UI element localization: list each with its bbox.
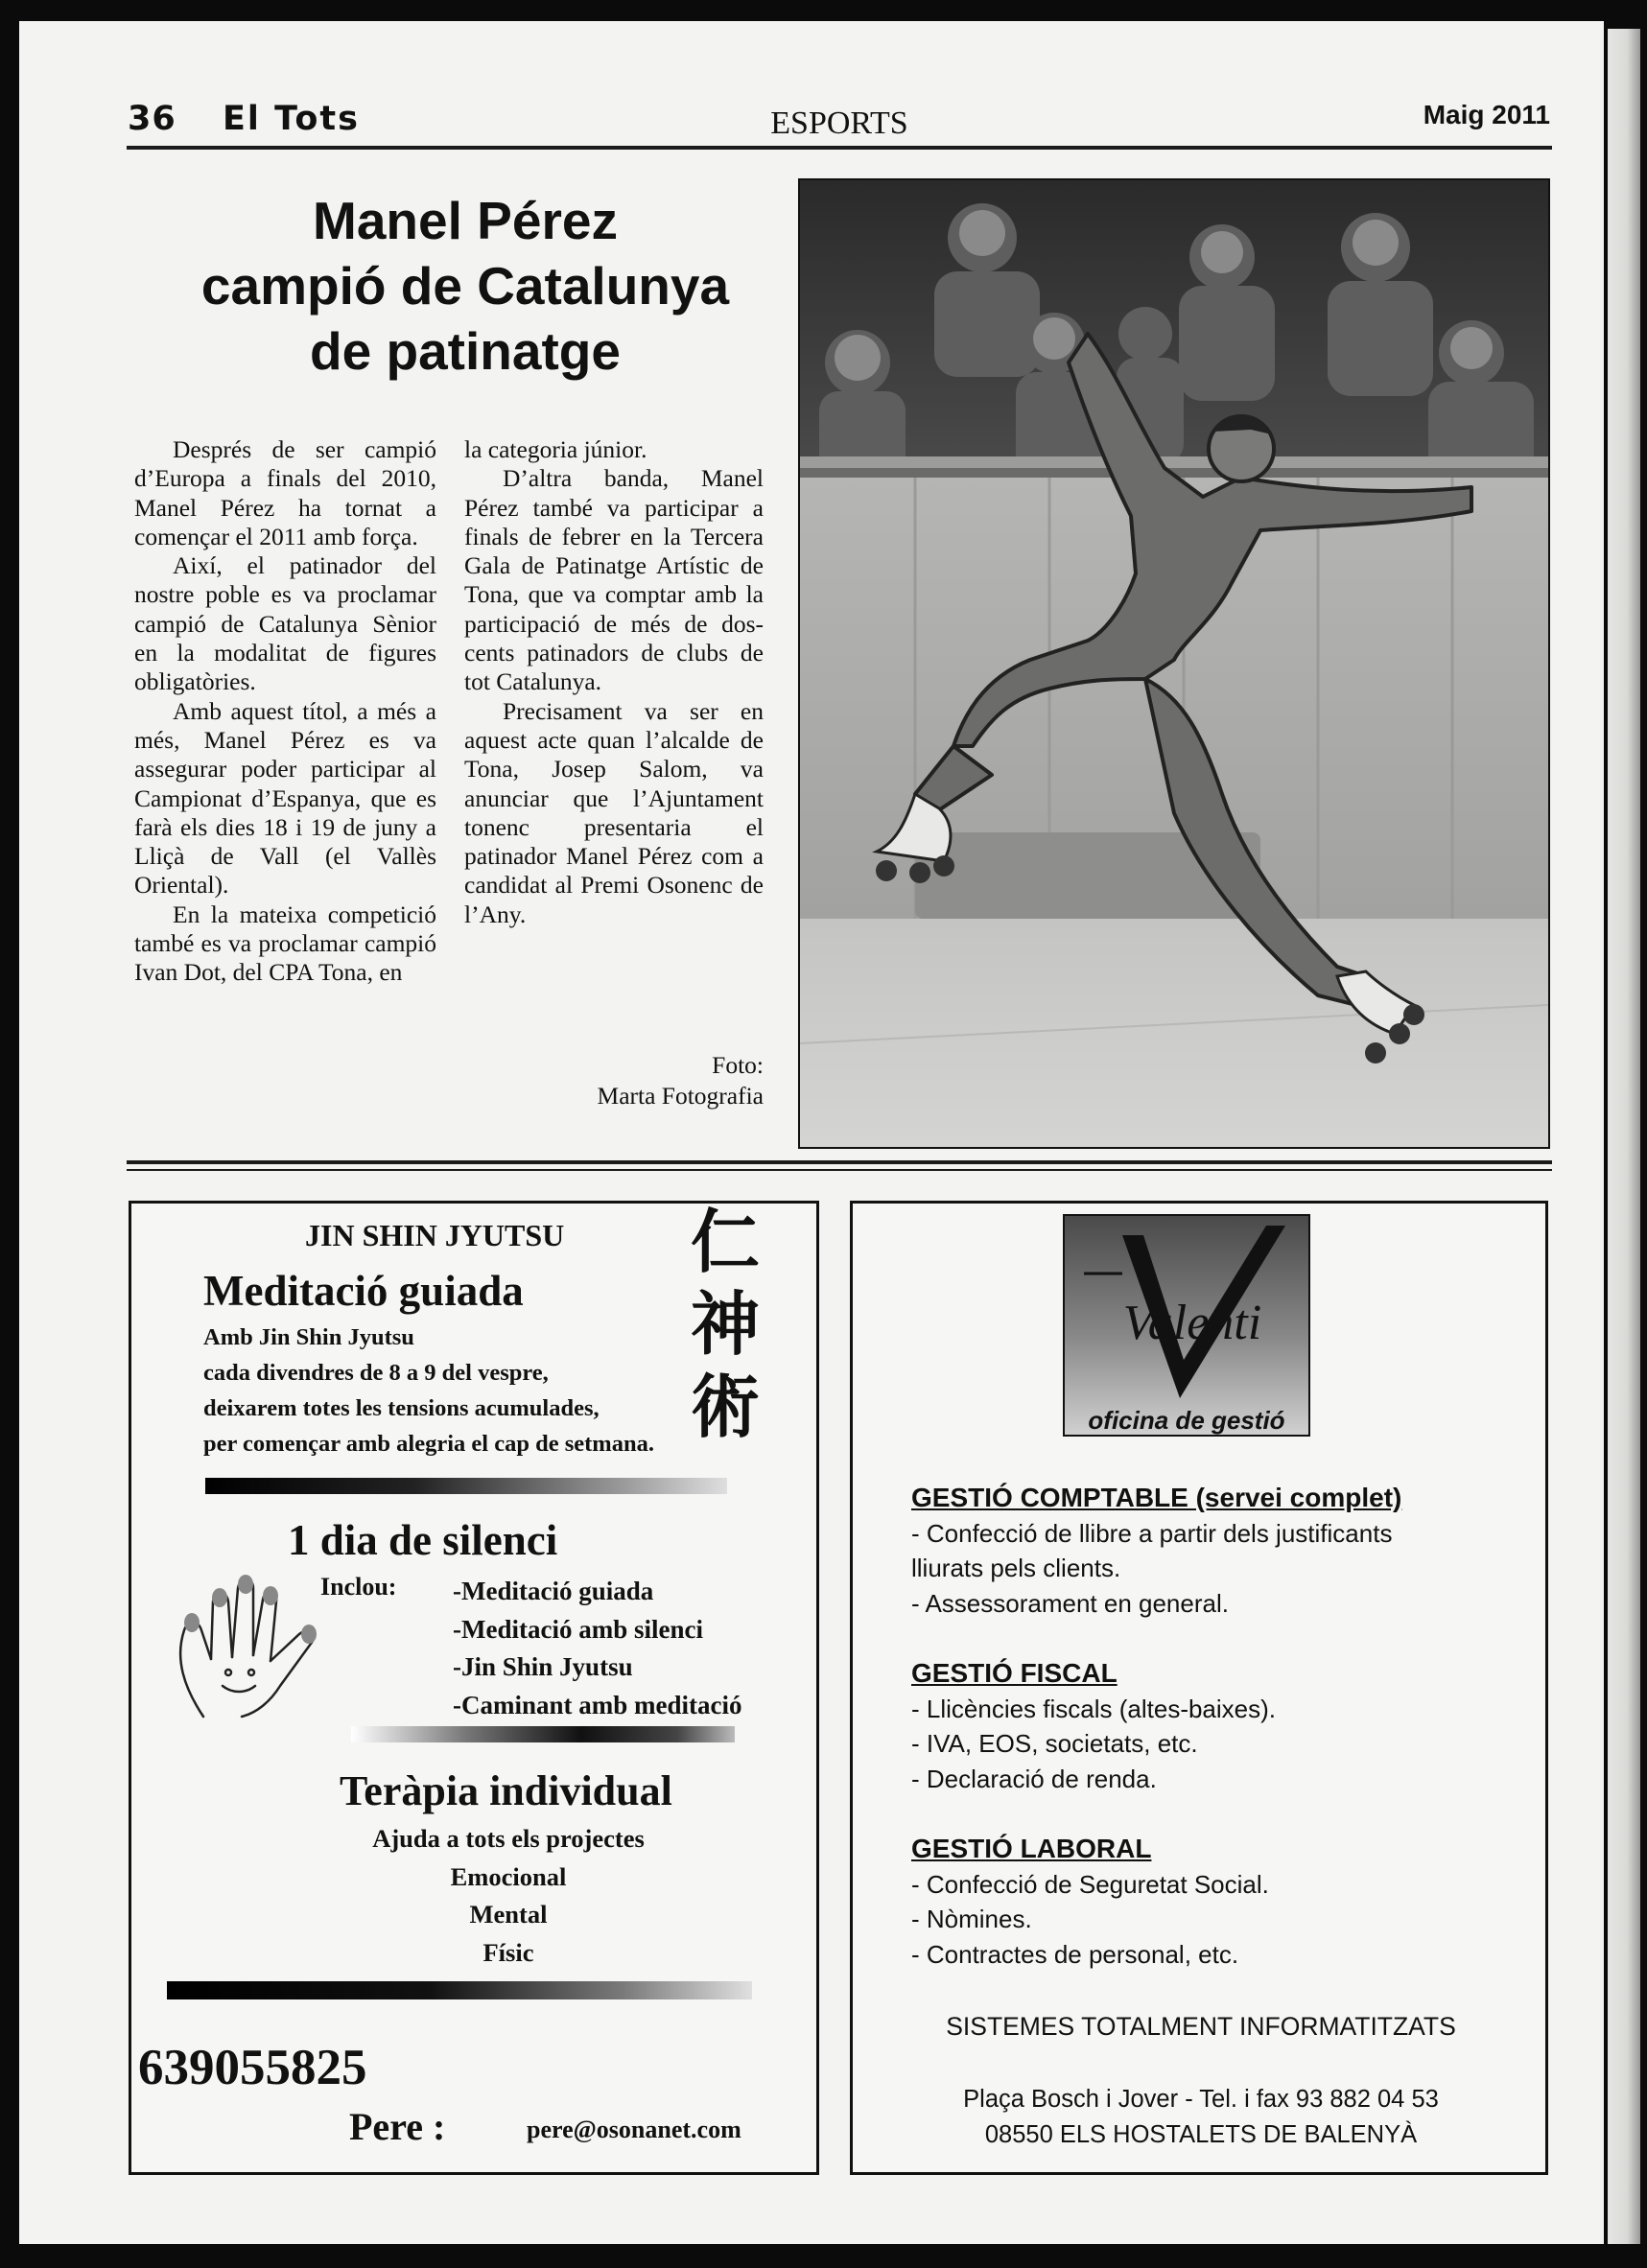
service-heading: GESTIÓ COMPTABLE (servei complet)	[911, 1483, 1402, 1512]
service-item: - Declaració de renda.	[911, 1764, 1157, 1793]
hand-illustration-icon	[165, 1573, 347, 1726]
phone-number: 639055825	[138, 2040, 367, 2095]
logo-subtitle: oficina de gestió	[1088, 1406, 1285, 1435]
service-heading: GESTIÓ FISCAL	[911, 1658, 1118, 1688]
meditation-line: per començar amb alegria el cap de setmana.	[203, 1431, 654, 1457]
skater-photo	[798, 178, 1550, 1149]
section-divider	[127, 1169, 1552, 1171]
therapy-line: Físic	[482, 1937, 534, 1967]
skater-photo-image	[800, 180, 1548, 1147]
logo-name: Valenti	[1122, 1296, 1262, 1350]
meditation-title: Meditació guiada	[203, 1267, 524, 1315]
photo-credit	[464, 1050, 764, 1111]
service-item: - Assessorament en general.	[911, 1588, 1229, 1618]
service-labor	[911, 1832, 1269, 1972]
contact-name: Pere :	[349, 2105, 446, 2148]
therapy-description	[288, 1820, 729, 1972]
article-paragraph: En la mateixa competició també es va proclamar campió Ivan Dot, del CPA Tona, en	[134, 900, 436, 987]
service-item: - Nòmines.	[911, 1905, 1032, 1933]
article-title-line: campió de Catalunya	[200, 256, 730, 316]
photo-credit-label: Foto:	[712, 1051, 764, 1079]
service-accounting	[911, 1481, 1401, 1621]
service-item: - Confecció de Seguretat Social.	[911, 1869, 1269, 1899]
article-paragraph: Precisament va ser en aquest acte quan l’alcalde de Tona, Josep Salom, va anunciar que l’Ajuntament tonenc presentaria el patinador Manel Pérez com a candidat al Premi Osonenc de l’Any.	[464, 696, 764, 928]
kanji-logo	[677, 1201, 773, 1448]
page-edge	[1608, 29, 1640, 2244]
gradient-bar	[351, 1726, 735, 1742]
kanji-char: 術	[690, 1367, 760, 1447]
service-item: - Llicències fiscals (altes-baixes).	[911, 1694, 1277, 1723]
therapy-title: Teràpia individual	[340, 1767, 672, 1814]
ad-title: JIN SHIN JYUTSU	[305, 1218, 565, 1252]
includes-item: -Meditació guiada	[453, 1577, 654, 1605]
gradient-bar	[205, 1478, 727, 1494]
meditation-line: cada divendres de 8 a 9 del vespre,	[203, 1360, 549, 1386]
gradient-bar	[167, 1981, 752, 1999]
therapy-line: Mental	[469, 1900, 548, 1929]
address-line: 08550 ELS HOSTALETS DE BALENYÀ	[984, 2121, 1418, 2148]
header-rule	[127, 146, 1552, 150]
issue-date: Maig 2011	[1423, 100, 1550, 129]
article-title-line: Manel Pérez	[313, 191, 618, 250]
service-fiscal	[911, 1656, 1276, 1796]
service-item: - Contractes de personal, etc.	[911, 1939, 1239, 1969]
service-item: lliurats pels clients.	[911, 1554, 1121, 1582]
includes-item: -Jin Shin Jyutsu	[453, 1652, 633, 1681]
article-paragraph: Així, el patinador del nostre poble es va proclamar campió de Catalunya Sènior en la modalitat de figures obligatòries.	[134, 551, 436, 696]
article-title-line: de patinatge	[310, 321, 621, 381]
article-paragraph: Després de ser campió d’Europa a finals del 2010, Manel Pérez ha tornat a començar el 2011 amb força.	[134, 435, 436, 550]
service-item: - IVA, EOS, societats, etc.	[911, 1729, 1198, 1758]
kanji-char: 仁	[690, 1202, 760, 1282]
address-line: Plaça Bosch i Jover - Tel. i fax 93 882 04 53	[963, 2086, 1439, 2113]
includes-item: -Caminant amb meditació	[453, 1690, 742, 1719]
article-column-2	[464, 435, 764, 929]
page-number: 36	[128, 100, 176, 138]
includes-label: Inclou:	[320, 1573, 397, 1601]
service-heading: GESTIÓ LABORAL	[911, 1834, 1152, 1863]
meditation-description	[203, 1320, 654, 1461]
article-paragraph: D’altra banda, Manel Pérez també va participar a finals de febrer en la Tercera Gala de Patinatge Artístic de Tona, que va comptar amb la participació de més de dos-cents patinadors de clubs de tot Catalunya.	[464, 464, 764, 696]
section-divider	[127, 1160, 1552, 1164]
service-item: - Confecció de llibre a partir dels justificants	[911, 1518, 1393, 1548]
includes-item: -Meditació amb silenci	[453, 1614, 703, 1644]
meditation-line: deixarem totes les tensions acumulades,	[203, 1395, 600, 1421]
article-paragraph: Amb aquest títol, a més a més, Manel Pérez es va assegurar poder participar al Campionat d’Espanya, que es farà els dies 18 i 19 de juny a Lliçà de Vall (el Vallès Oriental).	[134, 696, 436, 900]
section-name: ESPORTS	[770, 105, 908, 141]
therapy-line: Emocional	[450, 1861, 567, 1891]
meditation-line: Amb Jin Shin Jyutsu	[203, 1324, 414, 1350]
includes-list	[453, 1573, 741, 1724]
magazine-name: El Tots	[223, 100, 360, 138]
article-column-1	[134, 435, 436, 988]
therapy-line: Ajuda a tots els projectes	[372, 1824, 645, 1853]
contact-email: pere@osonanet.com	[527, 2116, 741, 2143]
article-title	[134, 188, 796, 384]
kanji-char: 神	[690, 1284, 760, 1365]
article-paragraph: la categoria júnior.	[464, 435, 647, 463]
silence-day-title: 1 dia de silenci	[288, 1516, 558, 1564]
tagline: SISTEMES TOTALMENT INFORMATITZATS	[946, 2012, 1456, 2041]
photo-credit-name: Marta Fotografia	[597, 1082, 764, 1110]
